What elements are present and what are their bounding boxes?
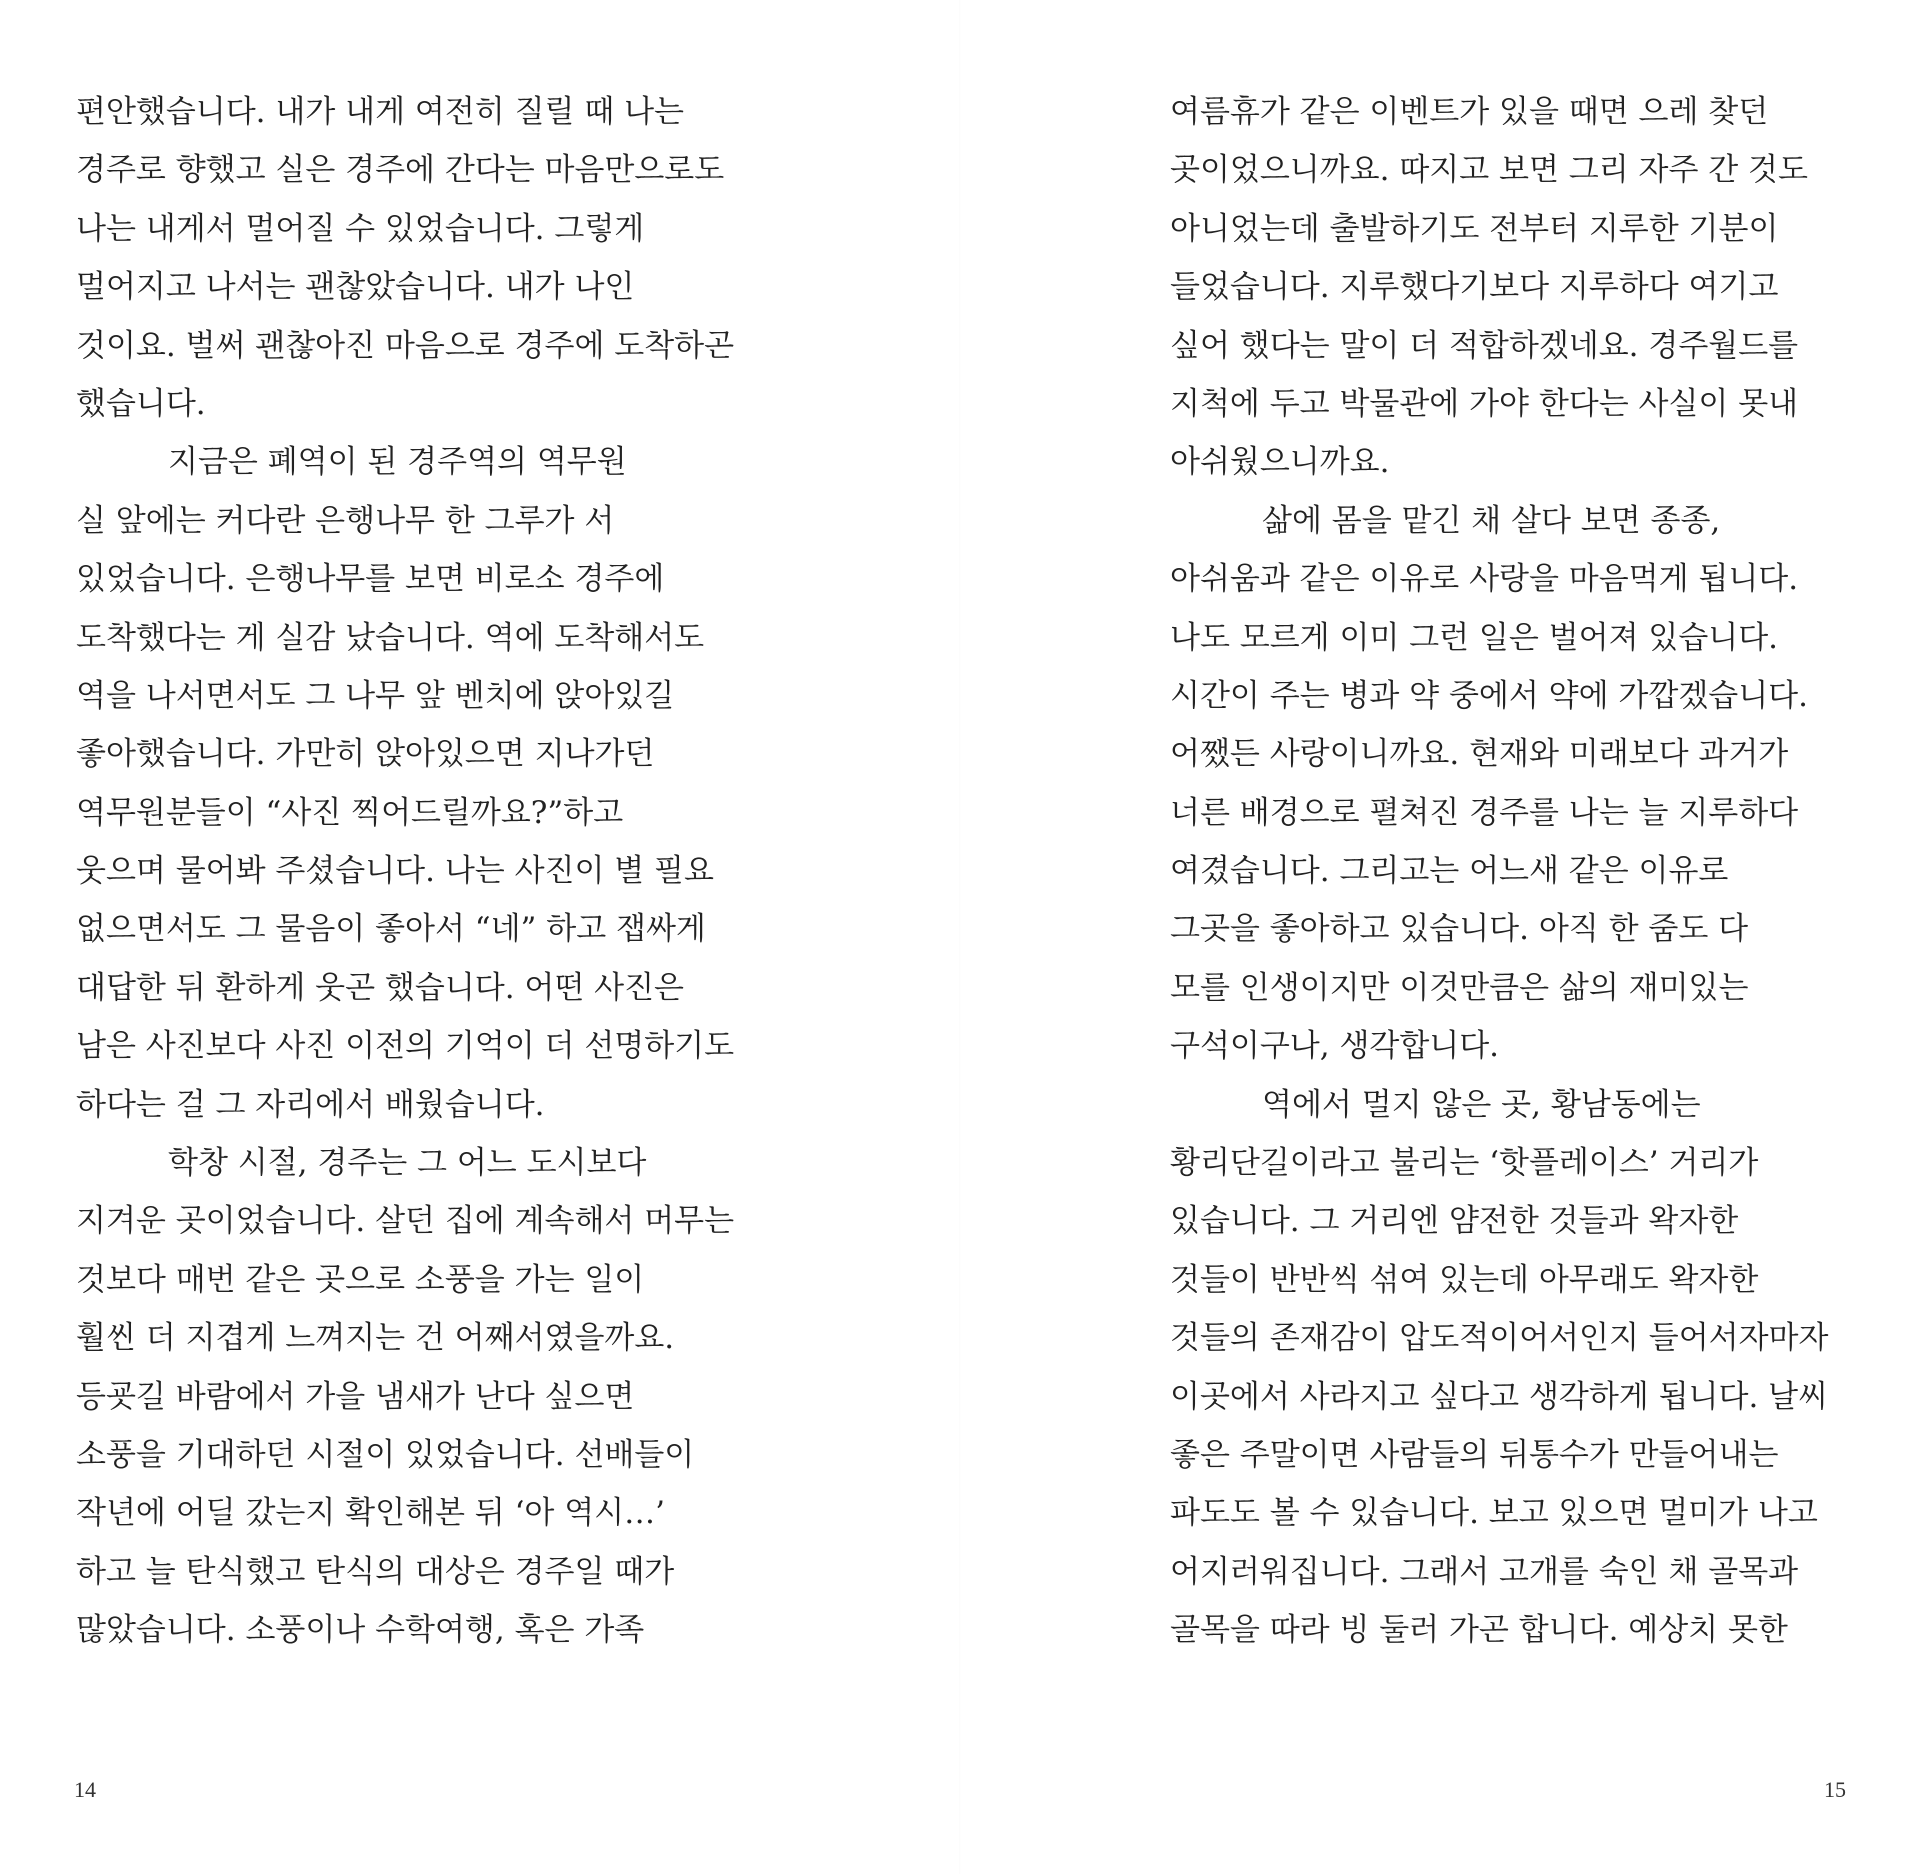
text-line: 하고 늘 탄식했고 탄식의 대상은 경주일 때가	[76, 1553, 675, 1590]
text-line: 골목을 따라 빙 둘러 가곤 합니다. 예상치 못한	[1170, 1612, 1788, 1649]
text-line: 어쨌든 사랑이니까요. 현재와 미래보다 과거가	[1170, 736, 1789, 773]
text-line: 이곳에서 사라지고 싶다고 생각하게 됩니다. 날씨	[1170, 1378, 1829, 1415]
text-line: 남은 사진보다 사진 이전의 기억이 더 선명하기도	[76, 1028, 735, 1065]
text-line: 실 앞에는 커다란 은행나무 한 그루가 서	[76, 502, 615, 539]
text-line: 웃으며 물어봐 주셨습니다. 나는 사진이 별 필요	[76, 853, 714, 890]
text-line: 곳이었으니까요. 따지고 보면 그리 자주 간 것도	[1170, 152, 1808, 189]
right-page-body-text	[1170, 83, 1870, 1660]
text-line: 좋은 주말이면 사람들의 뒤통수가 만들어내는	[1170, 1436, 1779, 1473]
text-line: 역에서 멀지 않은 곳, 황남동에는	[1262, 1086, 1701, 1123]
right-page	[960, 0, 1920, 1874]
text-line: 하다는 걸 그 자리에서 배웠습니다.	[76, 1086, 545, 1123]
text-line: 삶에 몸을 맡긴 채 살다 보면 종종,	[1262, 502, 1721, 539]
text-line: 도착했다는 게 실감 났습니다. 역에 도착해서도	[76, 619, 705, 656]
text-line: 아니었는데 출발하기도 전부터 지루한 기분이	[1170, 210, 1779, 247]
text-line: 지척에 두고 박물관에 가야 한다는 사실이 못내	[1170, 385, 1799, 422]
text-line: 지금은 폐역이 된 경주역의 역무원	[168, 444, 627, 481]
text-line: 편안했습니다. 내가 내게 여전히 질릴 때 나는	[76, 94, 685, 130]
text-line: 있습니다. 그 거리엔 얌전한 것들과 왁자한	[1170, 1203, 1739, 1240]
text-line: 여름휴가 같은 이벤트가 있을 때면 으레 찾던	[1170, 94, 1769, 130]
text-line: 역을 나서면서도 그 나무 앞 벤치에 앉아있길	[76, 677, 675, 714]
left-page-number: 14	[74, 1777, 96, 1802]
text-line: 싶어 했다는 말이 더 적합하겠네요. 경주월드를	[1170, 327, 1799, 364]
left-page-body-text	[76, 83, 776, 1660]
text-line: 지겨운 곳이었습니다. 살던 집에 계속해서 머무는	[76, 1203, 735, 1240]
text-line: 파도도 볼 수 있습니다. 보고 있으면 멀미가 나고	[1170, 1495, 1818, 1532]
text-line: 없으면서도 그 물음이 좋아서 “네” 하고 잽싸게	[76, 911, 706, 948]
text-line: 너른 배경으로 펼쳐진 경주를 나는 늘 지루하다	[1170, 794, 1799, 831]
right-page-number: 15	[1824, 1777, 1846, 1802]
text-line: 구석이구나, 생각합니다.	[1170, 1028, 1500, 1065]
text-line: 멀어지고 나서는 괜찮았습니다. 내가 나인	[76, 269, 635, 306]
text-line: 소풍을 기대하던 시절이 있었습니다. 선배들이	[76, 1436, 695, 1473]
text-line: 나는 내게서 멀어질 수 있었습니다. 그렇게	[76, 210, 645, 247]
text-line: 것보다 매번 같은 곳으로 소풍을 가는 일이	[76, 1261, 645, 1298]
text-line: 했습니다.	[76, 385, 206, 422]
text-line: 것들이 반반씩 섞여 있는데 아무래도 왁자한	[1170, 1261, 1759, 1298]
text-line: 모를 인생이지만 이것만큼은 삶의 재미있는	[1170, 969, 1749, 1006]
text-line: 것들의 존재감이 압도적이어서인지 들어서자마자	[1170, 1320, 1829, 1357]
text-line: 있었습니다. 은행나무를 보면 비로소 경주에	[76, 561, 665, 598]
text-line: 아쉬웠으니까요.	[1170, 444, 1390, 481]
text-line: 작년에 어딜 갔는지 확인해본 뒤 ‘아 역시…’	[76, 1495, 665, 1532]
text-line: 훨씬 더 지겹게 느껴지는 건 어째서였을까요.	[76, 1320, 675, 1357]
text-line: 여겼습니다. 그리고는 어느새 같은 이유로	[1170, 853, 1729, 890]
text-line: 나도 모르게 이미 그런 일은 벌어져 있습니다.	[1170, 619, 1779, 656]
text-line: 황리단길이라고 불리는 ‘핫플레이스’ 거리가	[1170, 1145, 1759, 1182]
text-line: 시간이 주는 병과 약 중에서 약에 가깝겠습니다.	[1170, 677, 1808, 714]
text-line: 등굣길 바람에서 가을 냄새가 난다 싶으면	[76, 1378, 635, 1415]
text-line: 학창 시절, 경주는 그 어느 도시보다	[168, 1145, 647, 1182]
text-line: 어지러워집니다. 그래서 고개를 숙인 채 골목과	[1170, 1553, 1799, 1590]
text-line: 그곳을 좋아하고 있습니다. 아직 한 줌도 다	[1170, 911, 1749, 948]
text-line: 들었습니다. 지루했다기보다 지루하다 여기고	[1170, 269, 1779, 306]
text-line: 경주로 향했고 실은 경주에 간다는 마음만으로도	[76, 152, 725, 189]
text-line: 많았습니다. 소풍이나 수학여행, 혹은 가족	[76, 1612, 645, 1649]
text-line: 대답한 뒤 환하게 웃곤 했습니다. 어떤 사진은	[76, 969, 685, 1006]
text-line: 아쉬움과 같은 이유로 사랑을 마음먹게 됩니다.	[1170, 561, 1799, 598]
text-line: 역무원분들이 “사진 찍어드릴까요?”하고	[76, 794, 624, 831]
text-line: 것이요. 벌써 괜찮아진 마음으로 경주에 도착하곤	[76, 327, 735, 364]
text-line: 좋아했습니다. 가만히 앉아있으면 지나가던	[76, 736, 655, 773]
